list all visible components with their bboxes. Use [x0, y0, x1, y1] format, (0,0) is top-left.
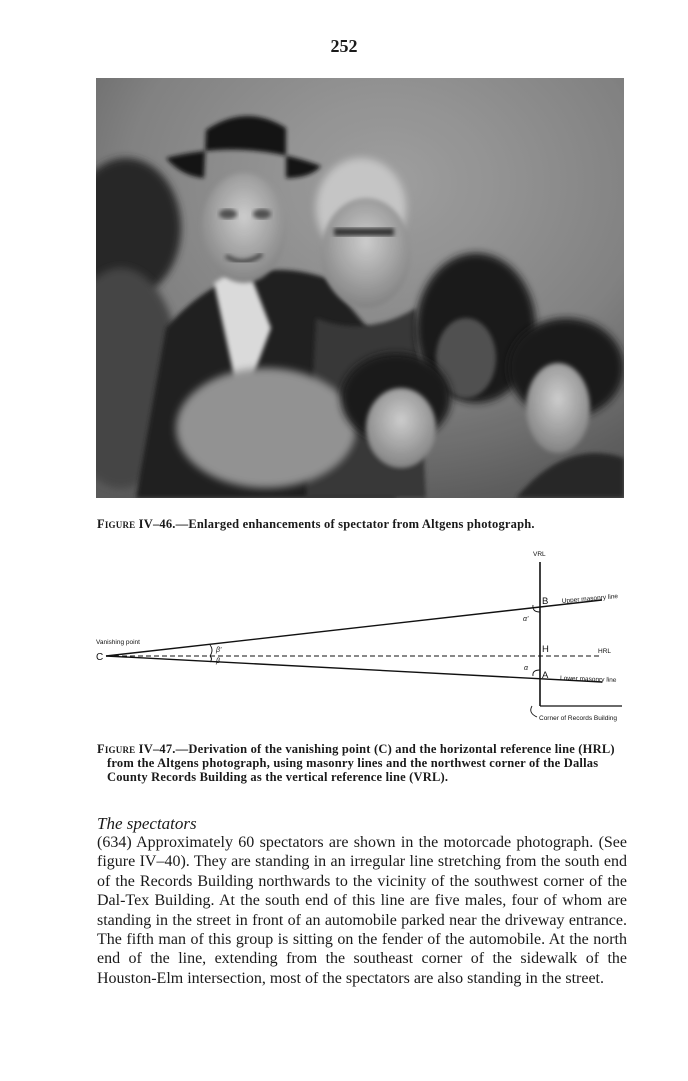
figure-46-caption-text: —Enlarged enhancements of spectator from Altgens photograph.: [175, 517, 535, 531]
upper-masonry-label: Upper masonry line: [561, 593, 619, 605]
alpha-arc: [533, 670, 540, 676]
alpha-label: α: [524, 665, 528, 672]
point-b-label: B: [542, 596, 549, 607]
vanishing-point-diagram: [92, 548, 637, 726]
alpha-prime-arc: [533, 605, 540, 612]
beta-label: β: [216, 658, 220, 665]
section-heading: The spectators: [97, 814, 197, 833]
upper-masonry-line: [106, 600, 602, 656]
beta-arc: [210, 656, 212, 662]
spectator-photo: [96, 78, 624, 498]
body-paragraph: (634) Approximately 60 spectators are shown in the motorcade photograph. (See figure IV–40). They are standing in an irregular line stretching from the south end of the Records Building northwards to the vicinity of the southwest corner of the Dal-Tex Building. At the south end of this line are five males, four of whom are standing in the street in front of an automobile parked near the driveway entrance. The fifth man of this group is sitting on the fender of the automobile. At the north end of the line, extending from the southeast corner of the sidewalk of the Houston-Elm intersection, most of the spectators are also standing in the street.: [97, 834, 627, 987]
point-c-label: C: [96, 652, 104, 663]
figure-47-caption: [97, 742, 629, 784]
corner-label: Corner of Records Building: [539, 715, 618, 722]
alpha-prime-label: α': [523, 616, 529, 623]
figure-46-caption: [97, 517, 637, 531]
point-h-label: H: [542, 644, 549, 655]
beta-prime-arc: [210, 645, 212, 656]
vrl-label: VRL: [533, 551, 546, 558]
vanishing-point-label: Vanishing point: [96, 639, 140, 646]
figure-46-label: Figure IV–46.: [97, 517, 176, 531]
figure-47-label: Figure IV–47.: [97, 742, 176, 756]
beta-prime-label: β': [216, 647, 222, 654]
lower-masonry-label: Lower masonry line: [559, 675, 617, 684]
page-number: 252: [330, 36, 358, 56]
figure-47-caption-text: —Derivation of the vanishing point (C) and the horizontal reference line (HRL) from the Altgens photograph, using masonry lines and the northwest corner of the Dallas County Records Building as the vertical reference line (VRL).: [107, 742, 615, 784]
hrl-label: HRL: [598, 648, 612, 655]
point-a-label: A: [542, 670, 549, 681]
corner-leader: [531, 706, 537, 717]
